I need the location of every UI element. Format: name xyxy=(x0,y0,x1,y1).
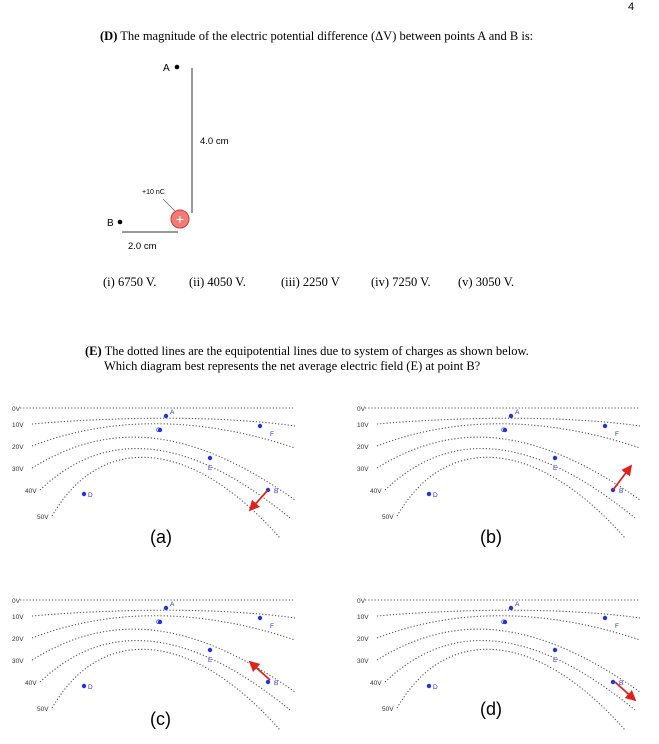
panel-caption: (b) xyxy=(480,527,502,547)
question-d-label: (D) xyxy=(100,29,118,43)
point-a-dot xyxy=(509,414,513,418)
electric-field-arrow xyxy=(615,682,635,700)
charge-label: +10 nC xyxy=(142,189,165,196)
potential-label: 10V xyxy=(357,422,369,429)
panel-caption: (d) xyxy=(480,699,502,719)
choice-1: (i) 6750 V. xyxy=(103,275,157,289)
question-e-line-2: Which diagram best represents the net average electric field (E) at point B? xyxy=(104,359,481,373)
equipotential-line-5 xyxy=(397,457,625,538)
point-e-dot xyxy=(553,456,557,460)
potential-label: 0V xyxy=(357,598,365,605)
electric-field-arrow xyxy=(613,466,631,490)
page-number: 4 xyxy=(628,1,635,13)
equipotential-line-2 xyxy=(32,616,295,640)
equipotential-line-1 xyxy=(32,610,295,618)
point-label: D xyxy=(433,684,438,691)
point-label: C xyxy=(156,619,161,626)
point-label: A xyxy=(515,409,520,416)
potential-label: 10V xyxy=(357,614,369,621)
point-f-dot xyxy=(603,616,607,620)
point-label: C xyxy=(501,619,506,626)
choice-5: (v) 3050 V. xyxy=(458,275,515,289)
equipotential-line-5 xyxy=(52,457,280,538)
equipotential-line-1 xyxy=(377,418,640,426)
electric-field-arrow xyxy=(250,490,268,510)
equipotential-line-2 xyxy=(32,424,295,448)
panel-caption: (c) xyxy=(150,709,171,729)
question-e-line-1: (E) The dotted lines are the equipotential lines due to system of charges as shown below. xyxy=(85,344,529,358)
point-label: F xyxy=(615,623,619,630)
potential-label: 50V xyxy=(382,706,394,713)
point-label: A xyxy=(170,601,175,608)
potential-label: 20V xyxy=(12,636,24,643)
point-label: C xyxy=(156,427,161,434)
point-b-dot xyxy=(611,680,615,684)
potential-label: 30V xyxy=(357,658,369,665)
point-label: E xyxy=(553,465,558,472)
potential-label: 30V xyxy=(12,658,24,665)
point-a-label: A xyxy=(163,63,170,74)
vertical-distance-label: 4.0 cm xyxy=(200,136,229,147)
potential-label: 0V xyxy=(12,406,20,413)
potential-label: 40V xyxy=(370,488,382,495)
potential-label: 50V xyxy=(37,514,49,521)
point-label: B xyxy=(274,680,279,687)
potential-label: 10V xyxy=(12,422,24,429)
potential-label: 50V xyxy=(37,706,49,713)
point-label: D xyxy=(88,492,93,499)
point-d-dot xyxy=(82,684,86,688)
equipotential-line-3 xyxy=(377,437,640,500)
potential-label: 10V xyxy=(12,614,24,621)
point-charge-diagram xyxy=(80,50,280,265)
question-e-label: (E) xyxy=(85,344,102,358)
equipotential-line-3 xyxy=(377,629,640,692)
point-label: E xyxy=(208,657,213,664)
point-f-dot xyxy=(258,424,262,428)
equipotential-line-3 xyxy=(32,629,295,692)
equipotential-line-1 xyxy=(32,418,295,426)
point-e-dot xyxy=(553,648,557,652)
point-b-dot xyxy=(118,220,123,225)
point-label: F xyxy=(270,623,274,630)
point-label: F xyxy=(270,431,274,438)
point-label: C xyxy=(501,427,506,434)
equipotential-line-4 xyxy=(385,641,635,710)
equipotential-line-2 xyxy=(377,616,640,640)
point-label: B xyxy=(274,488,279,495)
equipotential-line-3 xyxy=(32,437,295,500)
point-label: D xyxy=(88,684,93,691)
choice-2: (ii) 4050 V. xyxy=(189,275,246,289)
electric-field-arrow xyxy=(250,662,270,680)
potential-label: 40V xyxy=(25,680,37,687)
potential-label: 40V xyxy=(370,680,382,687)
potential-label: 30V xyxy=(357,466,369,473)
point-e-dot xyxy=(208,456,212,460)
equipotential-line-4 xyxy=(385,449,635,518)
point-label: E xyxy=(553,657,558,664)
point-a-dot xyxy=(509,606,513,610)
equipotential-panel-d xyxy=(355,590,645,740)
equipotential-line-4 xyxy=(40,641,290,710)
point-f-dot xyxy=(603,424,607,428)
point-a-dot xyxy=(164,414,168,418)
equipotential-panel-c xyxy=(10,590,300,740)
point-label: A xyxy=(170,409,175,416)
potential-label: 20V xyxy=(12,444,24,451)
potential-label: 20V xyxy=(357,636,369,643)
positive-charge-symbol: + xyxy=(175,211,185,227)
point-label: A xyxy=(515,601,520,608)
equipotential-line-5 xyxy=(397,649,625,730)
point-label: F xyxy=(615,431,619,438)
point-label: B xyxy=(619,488,624,495)
point-a-dot xyxy=(164,606,168,610)
charge-label-leader xyxy=(163,199,175,211)
point-b-label: B xyxy=(107,218,114,229)
point-d-dot xyxy=(82,492,86,496)
point-label: D xyxy=(433,492,438,499)
point-label: E xyxy=(208,465,213,472)
point-a-dot xyxy=(175,65,180,70)
equipotential-line-2 xyxy=(377,424,640,448)
equipotential-panel-b xyxy=(355,398,645,558)
potential-label: 30V xyxy=(12,466,24,473)
point-d-dot xyxy=(427,684,431,688)
panel-caption: (a) xyxy=(150,527,172,547)
potential-label: 0V xyxy=(357,406,365,413)
point-f-dot xyxy=(258,616,262,620)
horizontal-distance-label: 2.0 cm xyxy=(128,241,157,252)
point-d-dot xyxy=(427,492,431,496)
potential-label: 50V xyxy=(382,514,394,521)
potential-label: 20V xyxy=(357,444,369,451)
point-label: B xyxy=(619,680,624,687)
choice-4: (iv) 7250 V. xyxy=(371,275,431,289)
potential-label: 0V xyxy=(12,598,20,605)
question-d-text xyxy=(100,29,533,44)
equipotential-panel-a xyxy=(10,398,300,558)
point-e-dot xyxy=(208,648,212,652)
question-d-body: The magnitude of the electric potential difference (ΔV) between points A and B is: xyxy=(120,29,534,43)
equipotential-line-1 xyxy=(377,610,640,618)
choice-3: (iii) 2250 V xyxy=(281,275,340,289)
potential-label: 40V xyxy=(25,488,37,495)
